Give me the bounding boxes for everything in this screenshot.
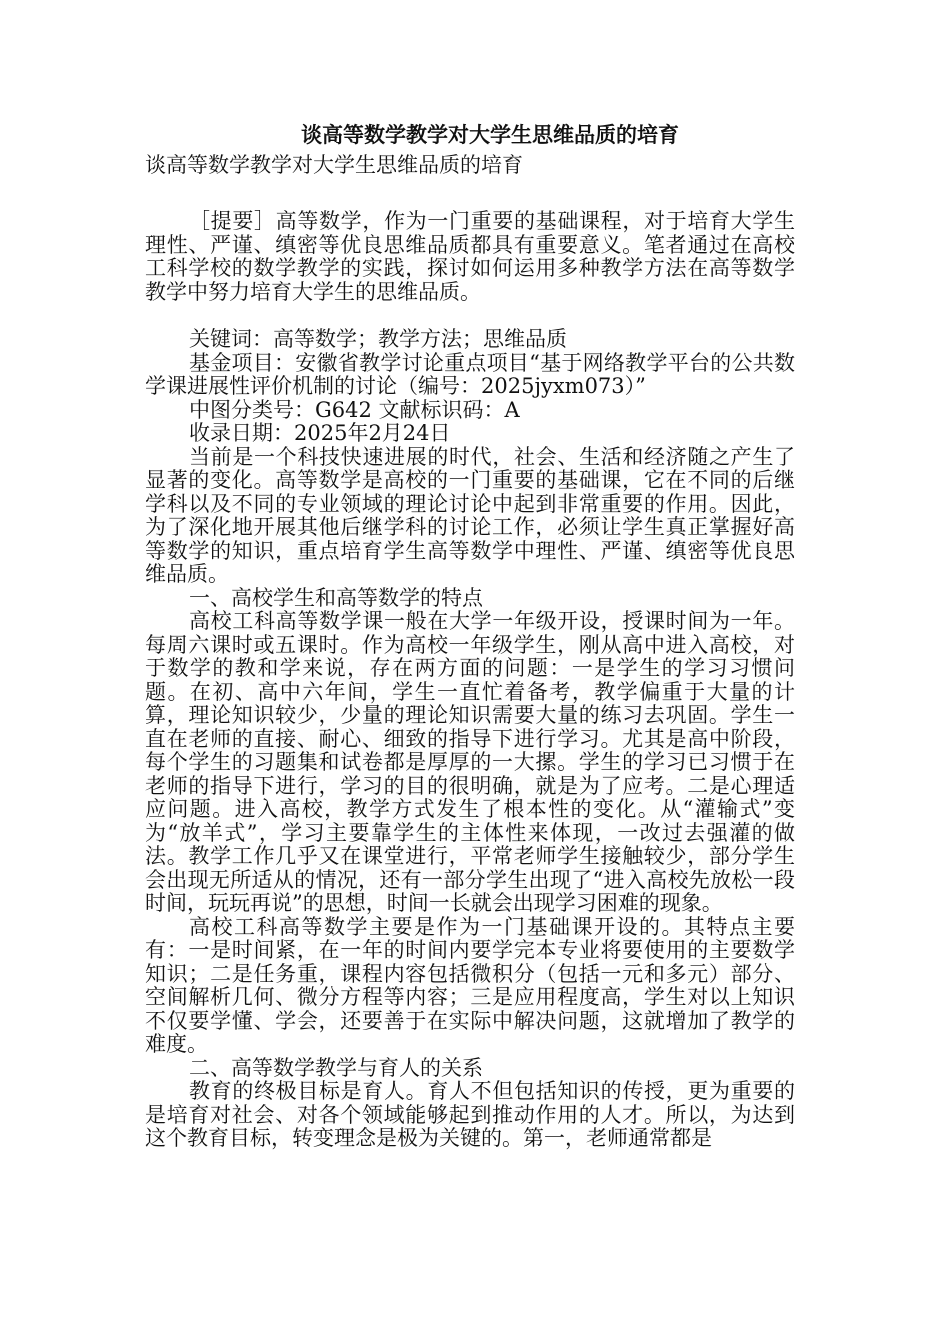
- section-2-heading: 二、高等数学教学与育人的关系: [189, 1055, 483, 1080]
- abstract-paragraph: ［提要］高等数学，作为一门重要的基础课程，对于培育大学生理性、严谨、缜密等优良思维品质都具有重要意义。笔者通过在高校工科学校的数学教学的实践，探讨如何运用多种教学方法在高等数学教学中努力培育大学生的思维品质。: [145, 209, 795, 304]
- section-1-paragraph-1: 高校工科高等数学课一般在大学一年级开设，授课时间为一年。每周六课时或五课时。作为高校一年级学生，刚从高中进入高校，对于数学的教和学来说，存在两方面的问题：一是学生的学习习惯问题。在初、高中六年间，学生一直忙着备考，教学偏重于大量的计算，理论知识较少，少量的理论知识需要大量的练习去巩固。学生一直在老师的直接、耐心、细致的指导下进行学习。尤其是高中阶段，每个学生的习题集和试卷都是厚厚的一大摞。学生的学习已习惯于在老师的指导下进行，学习的目的很明确，就是为了应考。二是心理适应问题。进入高校，教学方式发生了根本性的变化。从“灌输式”变为“放羊式”，学习主要靠学生的主体性来体现，一改过去强灌的做法。教学工作几乎又在课堂进行，平常老师学生接触较少，部分学生会出现无所适从的情况，还有一部分学生出现了“进入高校先放松一段时间，玩玩再说”的思想，时间一长就会出现学习困难的现象。: [145, 609, 795, 915]
- section-2-paragraph-1: 教育的终极目标是育人。育人不但包括知识的传授，更为重要的是培育对社会、对各个领域能够起到推动作用的人才。所以，为达到这个教育目标，转变理念是极为关键的。第一，老师通常都是: [145, 1079, 795, 1150]
- intro-paragraph: 当前是一个科技快速进展的时代，社会、生活和经济随之产生了显著的变化。高等数学是高校的一门重要的基础课，它在不同的后继学科以及不同的专业领域的理论讨论中起到非常重要的作用。因此，为了深化地开展其他后继学科的讨论工作，必须让学生真正掌握好高等数学的知识，重点培育学生高等数学中理性、严谨、缜密等优良思维品质。: [145, 444, 795, 586]
- document-page: [145, 120, 795, 1151]
- fund-line: 基金项目：安徽省教学讨论重点项目“基于网络教学平台的公共数学课进展性评价机制的讨论（编号：2025jyxm073）”: [145, 350, 795, 398]
- document-title: 谈高等数学教学对大学生思维品质的培育: [301, 122, 679, 147]
- classification-line: 中图分类号：G642 文献标识码：A: [189, 397, 520, 422]
- document-subtitle: 谈高等数学教学对大学生思维品质的培育: [145, 153, 523, 177]
- keywords-line: 关键词：高等数学；教学方法；思维品质: [189, 327, 567, 351]
- section-1-paragraph-2: 高校工科高等数学主要是作为一门基础课开设的。其特点主要有：一是时间紧，在一年的时间内要学完本专业将要使用的主要数学知识；二是任务重，课程内容包括微积分（包括一元和多元）部分、空间解析几何、微分方程等内容；三是应用程度高，学生对以上知识不仅要学懂、学会，还要善于在实际中解决问题，这就增加了教学的难度。: [145, 914, 795, 1056]
- section-1-heading: 一、高校学生和高等数学的特点: [189, 585, 483, 610]
- received-date-line: 收录日期：2025年2月24日: [189, 421, 451, 445]
- spacer: [145, 304, 795, 328]
